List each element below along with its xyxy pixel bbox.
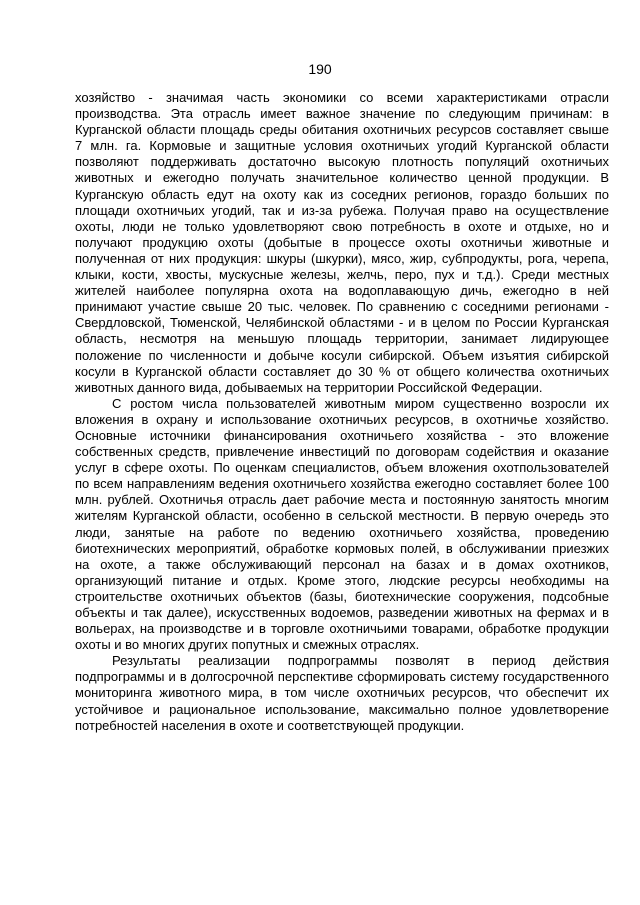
paragraph: Результаты реализации подпрограммы позволят в период действия подпрограммы и в долгосрочной перспективе сформировать систему государственного мониторинга животного мира, в том числе охотничьих ресурсов, что обеспечит их устойчивое и рациональное использование, максимально полное удовлетворение потребностей населения в охоте и соответствующей продукции. bbox=[75, 653, 609, 733]
paragraph: С ростом числа пользователей животным миром существенно возросли их вложения в охрану и использование охотничьих ресурсов, в охотничье хозяйство. Основные источники финансирования охотничьего хозяйства - это вложение собственных средств, привлечение инвестиций по договорам содействия и оказание услуг в сфере охоты. По оценкам специалистов, объем вложения охотпользователей по всем направлениям ведения охотничьего хозяйства ежегодно составляет более 100 млн. рублей. Охотничья отрасль дает рабочие места и постоянную занятость многим жителям Курганской области, особенно в сельской местности. В первую очередь это люди, занятые на работе по ведению охотничьего хозяйства, проведению биотехнических мероприятий, обработке кормовых полей, в обслуживании приезжих на охоте, а также обслуживающий персонал на базах и в домах охотников, организующий питание и отдых. Кроме этого, людские ресурсы необходимы на строительстве охотничьих объектов (базы, биотехнические сооружения, подсобные объекты и так далее), искусственных водоемов, разведении животных на фермах и в вольерах, на производстве и в торговле охотничьими товарами, обработке продукции охоты и во многих других попутных и смежных отраслях. bbox=[75, 395, 609, 653]
paragraph: хозяйство - значимая часть экономики со всеми характеристиками отрасли производства. Эта отрасль имеет важное значение по следующим причинам: в Курганской области площадь среды обитания охотничьих ресурсов составляет свыше 7 млн. га. Кормовые и защитные условия охотничьих угодий Курганской области позволяют поддерживать достаточно высокую плотность популяций охотничьих животных и ежегодно получать значительное количество ценной продукции. В Курганскую область едут на охоту как из соседних регионов, гораздо больших по площади охотничьих угодий, так и из-за рубежа. Получая право на осуществление охоты, люди не только удовлетворяют свою потребность в охоте и отдыхе, но и получают продукцию охоты (добытые в процессе охоты охотничьи животные и полученная от них продукция: шкуры (шкурки), мясо, жир, субпродукты, рога, черепа, клыки, кости, хвосты, мускусные железы, желчь, перо, пух и т.д.). Среди местных жителей наиболее популярна охота на водоплавающую дичь, ежегодно в ней принимают участие свыше 20 тыс. человек. По сравнению с соседними регионами - Свердловской, Тюменской, Челябинской областями - и в целом по России Курганская область, несмотря на меньшую площадь территории, занимает лидирующее положение по численности и добыче косули сибирской. Объем изъятия сибирской косули в Курганской области составляет до 30 % от общего количества охотничьих животных данного вида, добываемых на территории Российской Федерации. bbox=[75, 90, 609, 395]
page-number: 190 bbox=[308, 61, 332, 77]
document-body bbox=[75, 90, 609, 734]
